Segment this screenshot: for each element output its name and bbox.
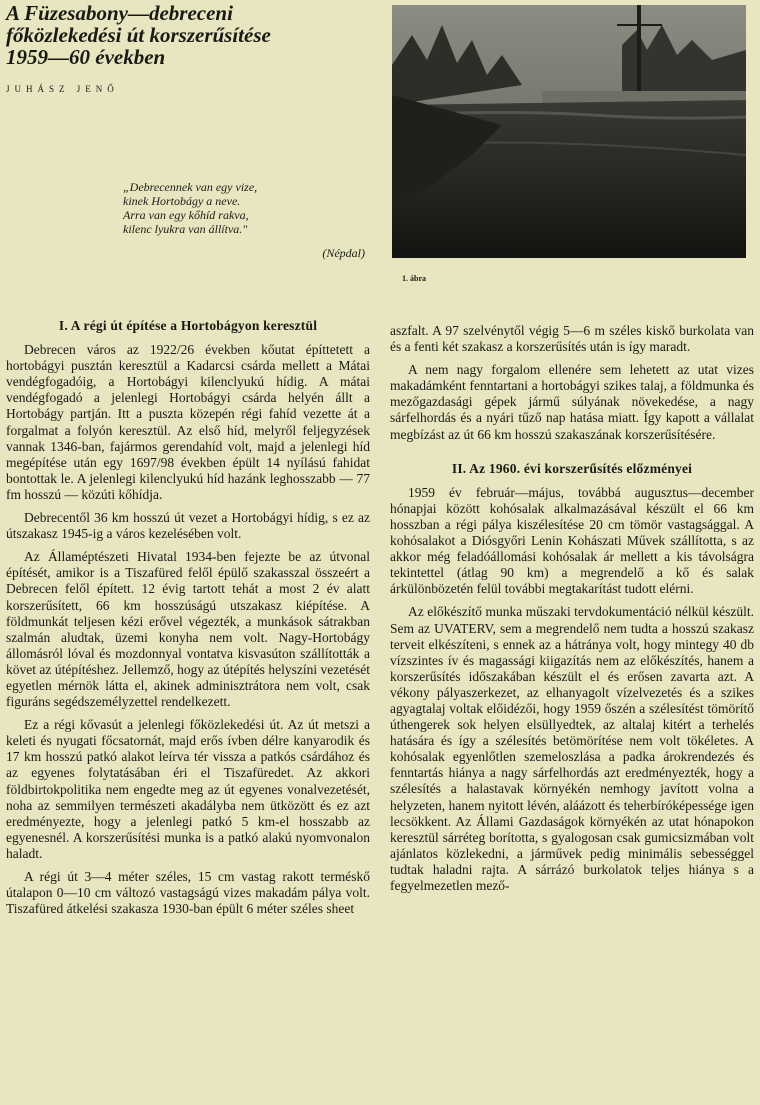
- paragraph: A nem nagy forgalom ellenére sem lehetett az utat vizes makadámként fenntartani a hortobágyi szikes talaj, a földmunka és mezőgazdasági gépek jármű súlyának növekedése, a nagy sárfelhordás és a nyári tűző nap hatása miatt. Így kapott a vállalat megbízást az út 66 km hosszú szakaszának korszerűsítésére.: [390, 362, 754, 442]
- figure-caption: 1. ábra: [402, 274, 426, 283]
- epigraph: [123, 180, 373, 260]
- paragraph: Az előkészítő munka műszaki tervdokumentáció nélkül készült. Sem az UVATERV, sem a megrendelő nem tudta a hosszú szakasz terveit elkészíteni, s ennek az a hátránya volt, hogy mintegy 40 db vízszintes ív és magassági kiigazítás nem az előkészítés, hanem a korszerűsítés időszakában készült el és erősen zavarta azt. A vékony pályaszerkezet, az elhanyagolt vízelvezetés és a szikes agyagtalaj voltak előidézői, hogy 1959 őszén a szélesítést tömörítő úthengerek sok helyen elsüllyedtek, az altalaj kitért a terhelés hatására és így a szélesítés betömörítése nem volt tökéletes. A kohósalak egyenlőtlen szemeloszlása a padka árokrendezés és fenntartás hiánya a nagy sárfelhordás azt eredményezték, hogy a szélesítés a halastavak környékén nemhogy javított volna a helyzeten, hanem nyitott lévén, aláázott és teherbíróképessége igen lecsökkent. Az Állami Gazdaságok környékén az utat hónapokon keresztül sárréteg borította, s gyalogosan csak gumicsizmában volt ajánlatos közlekedni, a járművek pedig minimális sebességgel tudtak haladni rajta. A sárrázó burkolatok teljes hiánya s a fegyelmezetlen mező-: [390, 604, 754, 893]
- road-bridge-photo: [392, 5, 746, 258]
- paragraph: Ez a régi kővasút a jelenlegi főközlekedési út. Az út metszi a keleti és nyugati főcsatornát, majd erős ívben délre kanyarodik és 17 km hosszú patkó alakot leírva tér vissza a patkós csárdához és az egyenes folytatásában éri el Tiszafüredet. Az akkori földbirtokpolitika nem engedte meg az út egyenes vonalvezetését, noha az semmilyen természeti akadályba nem ütközött és ez azt eredményezte, hogy a jelenlegi patkó 5 km-el hosszabb az egyenesnél. A korszerűsítési munka is a patkó alakú nyomvonalon haladt.: [6, 717, 370, 861]
- article-title: [6, 2, 386, 68]
- paragraph: Debrecen város az 1922/26 években kőutat építtetett a hortobágyi pusztán keresztül a Kadarcsi csárda mellett a Mátai vendégfogadóig, a Hortobágyi kilenclyukú hídig. A mátai vendégfogadó a jelenlegi Hortobágyi csárda helyén állt a Hortobágy partján. Itt a puszta közepén régi fahíd vezette át a forgalmat a folyón keresztül. Az első híd, melyről feljegyzések vannak 1346-ban, fajármos gerendahíd volt, majd a jelenlegi híd megépítése után egy 1697/98 években épült 14 nyílású fahidat bontottak le. A jelenlegi kilenclyukú híd hazánk leghosszabb — 77 fm hosszú — közúti kőhídja.: [6, 342, 370, 502]
- paragraph: Debrecentől 36 km hosszú út vezet a Hortobágyi hídig, s ez az útszakasz 1945-ig a város kezelésében volt.: [6, 510, 370, 542]
- section-heading: I. A régi út építése a Hortobágyon keresztül: [58, 318, 318, 333]
- author-name: JUHÁSZ JENŐ: [6, 84, 119, 94]
- section-heading: II. Az 1960. évi korszerűsítés előzményei: [451, 460, 693, 476]
- left-column: [6, 318, 370, 924]
- paragraph: 1959 év február—május, továbbá augusztus—december hónapjai között kohósalak alkalmazásával készült el 66 km hosszban a régi pálya kiszélesítése 20 cm tömör vastagsággal. A kohósalakot a Diósgyőri Lenin Kohászati Művek szállította, s az akkor még feladóállomási kohósalak ár mellett a kis távolságra tekintettel (átlag 90 km) a megrendelő a kő és salak árkülönbözetén felül további megtakarítást tudott elérni.: [390, 484, 754, 597]
- title-line: főközlekedési út korszerűsítése: [6, 23, 271, 47]
- epigraph-line: „Debrecennek van egy vize,: [123, 180, 258, 194]
- epigraph-line: kinek Hortobágy a neve.: [123, 194, 241, 208]
- paragraph: aszfalt. A 97 szelvénytől végig 5—6 m széles kiskő burkolata van és a fenti két szakasz a korszerűsítés után is így maradt.: [390, 323, 754, 355]
- title-line: A Füzesabony—debreceni: [6, 1, 233, 25]
- title-line: 1959—60 években: [6, 45, 166, 69]
- epigraph-source: (Népdal): [322, 246, 365, 260]
- photo-illustration: [392, 5, 746, 258]
- paragraph: A régi út 3—4 méter széles, 15 cm vastag rakott terméskő útalapon 0—10 cm változó vastagságú vizes makadám pálya volt. Tiszafüred átkelési szakasza 1930-ban épült 6 méter széles sheet: [6, 869, 370, 917]
- right-column: [390, 323, 754, 901]
- epigraph-line: kilenc lyukra van állítva.": [123, 222, 248, 236]
- epigraph-line: Arra van egy kőhíd rakva,: [123, 208, 249, 222]
- paragraph: Az Államéptészeti Hivatal 1934-ben fejezte be az útvonal építését, amikor is a Tiszafüred felől épülő szakasszal összeért a Debrecen felől épített. 12 évig tartott tehát a most 2 év alatt korszerűsített, 66 km hosszúságú utszakasz kiépítése. A földmunkát teljesen kézi erővel végezték, a munkások sátrakban szalmán aludtak, üzemi konyha nem volt. Nagy-Hortobágy állomásról lóval és mozdonnyal vontatva kisvasúton szállították a követ az útépítéshez. Jellemző, hogy az útépítés helyszíni vezetését egyetlen mérnök látta el, akinek adminisztrátora nem volt, csak figuráns segédszemélyzettel rendelkezett.: [6, 549, 370, 710]
